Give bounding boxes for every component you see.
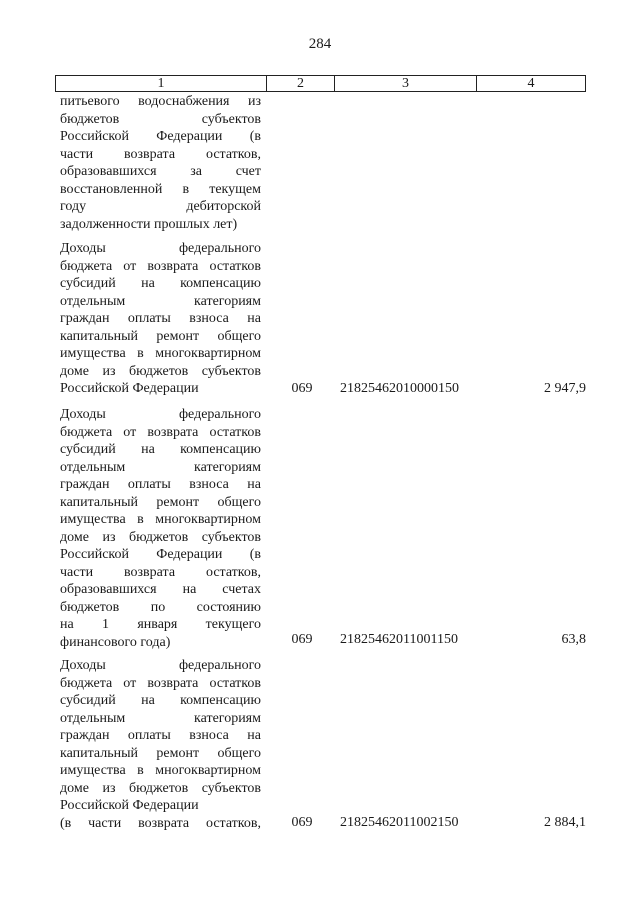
desc-line: субсидий на компенсацию — [60, 693, 261, 708]
desc-line: части возврата остатков, — [60, 146, 261, 162]
desc-line: доме из бюджетов субъектов — [60, 780, 261, 796]
desc-line: образовавшихся на счетах — [60, 582, 261, 597]
desc-line: граждан оплаты взноса на — [60, 728, 261, 743]
desc-line: капитальный ремонт общего — [60, 494, 261, 510]
desc-line: восстановленной в текущем — [60, 181, 261, 197]
admin-code: 069 — [291, 381, 313, 396]
desc-line: отдельным категориям — [60, 710, 261, 726]
desc-line: Российской Федерации (в — [60, 129, 261, 144]
table-header — [55, 75, 586, 92]
desc-line: Доходы федерального — [60, 407, 261, 422]
header-col-4: 4 — [527, 76, 535, 91]
desc-line: субсидий на компенсацию — [60, 276, 261, 291]
amount: 2 884,1 — [544, 815, 586, 830]
desc-line: (в части возврата остатков, — [60, 815, 261, 831]
page-number: 284 — [308, 36, 332, 52]
desc-line: имущества в многоквартирном — [60, 346, 261, 361]
amount: 63,8 — [561, 632, 586, 647]
budget-code: 21825462010000150 — [340, 381, 459, 396]
budget-code: 21825462011001150 — [340, 632, 458, 647]
row-description — [60, 406, 261, 651]
desc-line: бюджета от возврата остатков — [60, 424, 261, 440]
desc-line: году дебиторской — [60, 199, 261, 214]
desc-line: отдельным категориям — [60, 459, 261, 475]
desc-line: доме из бюджетов субъектов — [60, 529, 261, 545]
row-description — [60, 240, 261, 398]
desc-line: бюджета от возврата остатков — [60, 675, 261, 691]
desc-line: части возврата остатков, — [60, 564, 261, 580]
admin-code: 069 — [291, 632, 313, 647]
desc-line: бюджетов субъектов — [60, 111, 261, 127]
desc-line: Российской Федерации — [60, 798, 199, 813]
desc-line: субсидий на компенсацию — [60, 442, 261, 457]
desc-line: имущества в многоквартирном — [60, 512, 261, 527]
desc-line: Российской Федерации — [60, 381, 199, 396]
row-description — [60, 93, 261, 233]
desc-line: на 1 января текущего — [60, 617, 261, 632]
desc-line: граждан оплаты взноса на — [60, 477, 261, 492]
desc-line: капитальный ремонт общего — [60, 745, 261, 761]
amount: 2 947,9 — [544, 381, 586, 396]
desc-line: имущества в многоквартирном — [60, 763, 261, 778]
desc-line: Доходы федерального — [60, 241, 261, 256]
desc-line: капитальный ремонт общего — [60, 328, 261, 344]
desc-line: Российской Федерации (в — [60, 547, 261, 562]
header-col-3: 3 — [335, 76, 477, 91]
desc-line: доме из бюджетов субъектов — [60, 363, 261, 379]
header-col-2: 2 — [267, 76, 335, 91]
desc-line: бюджета от возврата остатков — [60, 258, 261, 274]
desc-line: образовавшихся за счет — [60, 164, 261, 179]
desc-line: финансового года) — [60, 634, 171, 650]
budget-code: 21825462011002150 — [340, 815, 459, 830]
desc-line: бюджетов по состоянию — [60, 599, 261, 615]
admin-code: 069 — [291, 815, 313, 830]
desc-line: питьевого водоснабжения из — [60, 94, 261, 109]
row-description — [60, 657, 261, 832]
desc-line: задолженности прошлых лет) — [60, 216, 238, 232]
desc-line: отдельным категориям — [60, 293, 261, 309]
desc-line: граждан оплаты взноса на — [60, 311, 261, 326]
header-col-1: 1 — [56, 76, 267, 91]
desc-line: Доходы федерального — [60, 658, 261, 673]
